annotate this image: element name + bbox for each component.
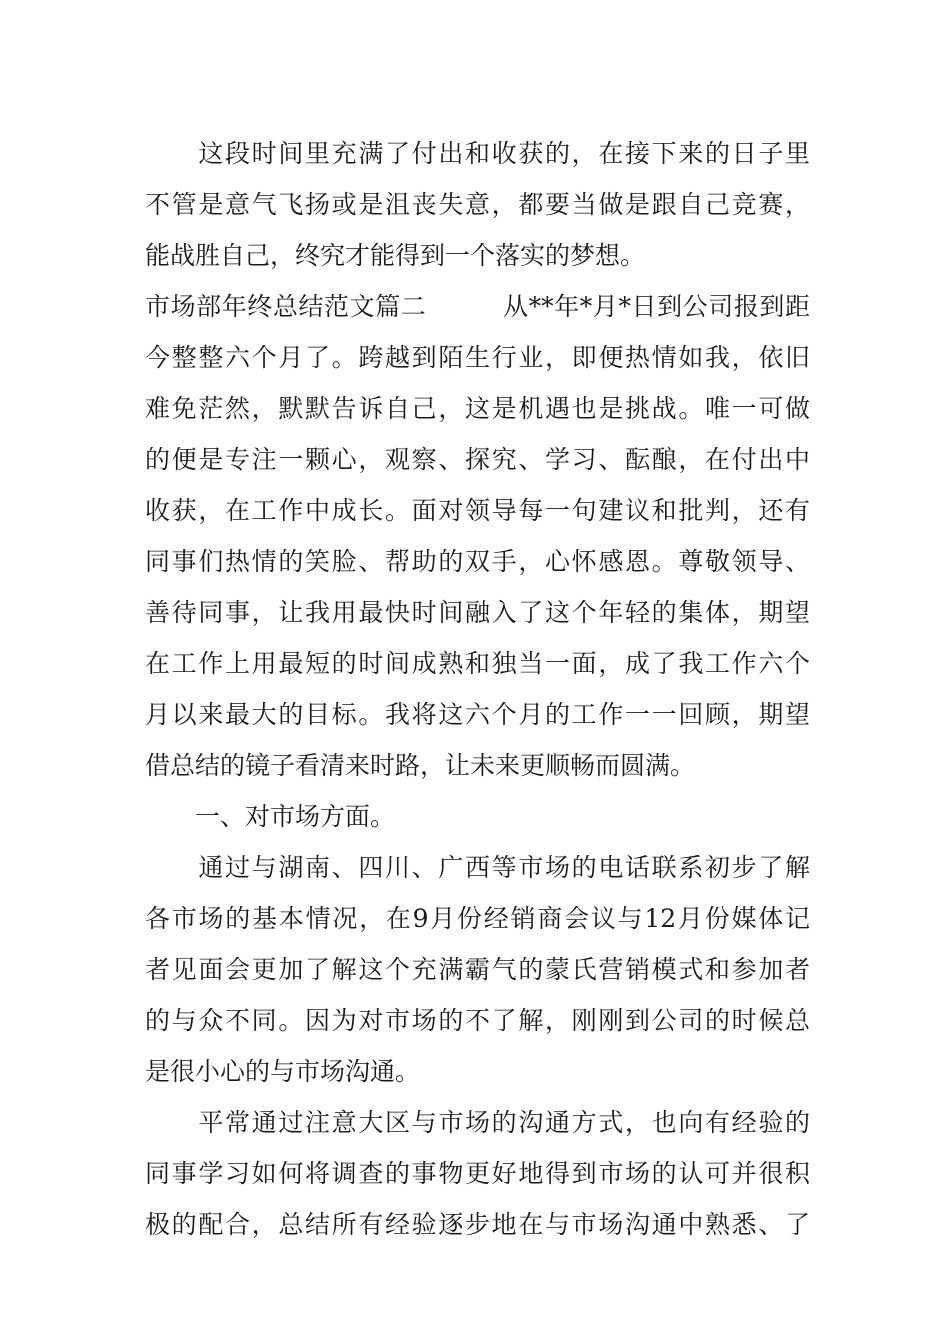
text-line: 难免茫然，默默告诉自己，这是机遇也是挑战。唯一可做 <box>145 394 810 423</box>
text-line: 能战胜自己，终究才能得到一个落实的梦想。 <box>145 241 646 270</box>
text-line: 是很小心的与市场沟通。 <box>145 1057 421 1086</box>
text-line: 借总结的镜子看清来时路，让未来更顺畅而圆满。 <box>145 751 696 780</box>
text-line: 同事们热情的笑脸、帮助的双手，心怀感恩。尊敬领导、 <box>145 547 810 576</box>
text-line: 的与众不同。因为对市场的不了解，刚刚到公司的时候总 <box>145 1006 810 1035</box>
text-line: 各市场的基本情况，在9月份经销商会议与12月份媒体记 <box>145 904 810 933</box>
text-line: 者见面会更加了解这个充满霸气的蒙氏营销模式和参加者 <box>145 955 810 984</box>
text-line: 在工作上用最短的时间成熟和独当一面，成了我工作六个 <box>145 649 810 678</box>
text-line: 善待同事，让我用最快时间融入了这个年轻的集体，期望 <box>145 598 810 627</box>
section-heading-line: 市场部年终总结范文篇二 从**年*月*日到公司报到距 <box>145 292 810 321</box>
text-line: 今整整六个月了。跨越到陌生行业，即便热情如我，依旧 <box>145 343 810 372</box>
subheading-line: 一、对市场方面。 <box>145 802 396 831</box>
text-line: 月以来最大的目标。我将这六个月的工作一一回顾，期望 <box>145 700 810 729</box>
text-line: 不管是意气飞扬或是沮丧失意，都要当做是跟自己竞赛， <box>145 190 810 219</box>
text-line: 的便是专注一颗心，观察、探究、学习、酝酿，在付出中 <box>145 445 810 474</box>
text-line: 通过与湖南、四川、广西等市场的电话联系初步了解 <box>145 853 810 882</box>
text-line: 收获，在工作中成长。面对领导每一句建议和批判，还有 <box>145 496 810 525</box>
text-line: 平常通过注意大区与市场的沟通方式，也向有经验的 <box>145 1108 810 1137</box>
text-line: 这段时间里充满了付出和收获的，在接下来的日子里 <box>145 139 810 168</box>
text-line: 同事学习如何将调查的事物更好地得到市场的认可并很积 <box>145 1159 810 1188</box>
text-line: 极的配合，总结所有经验逐步地在与市场沟通中熟悉、了 <box>145 1210 810 1239</box>
document-body <box>145 128 810 1250</box>
